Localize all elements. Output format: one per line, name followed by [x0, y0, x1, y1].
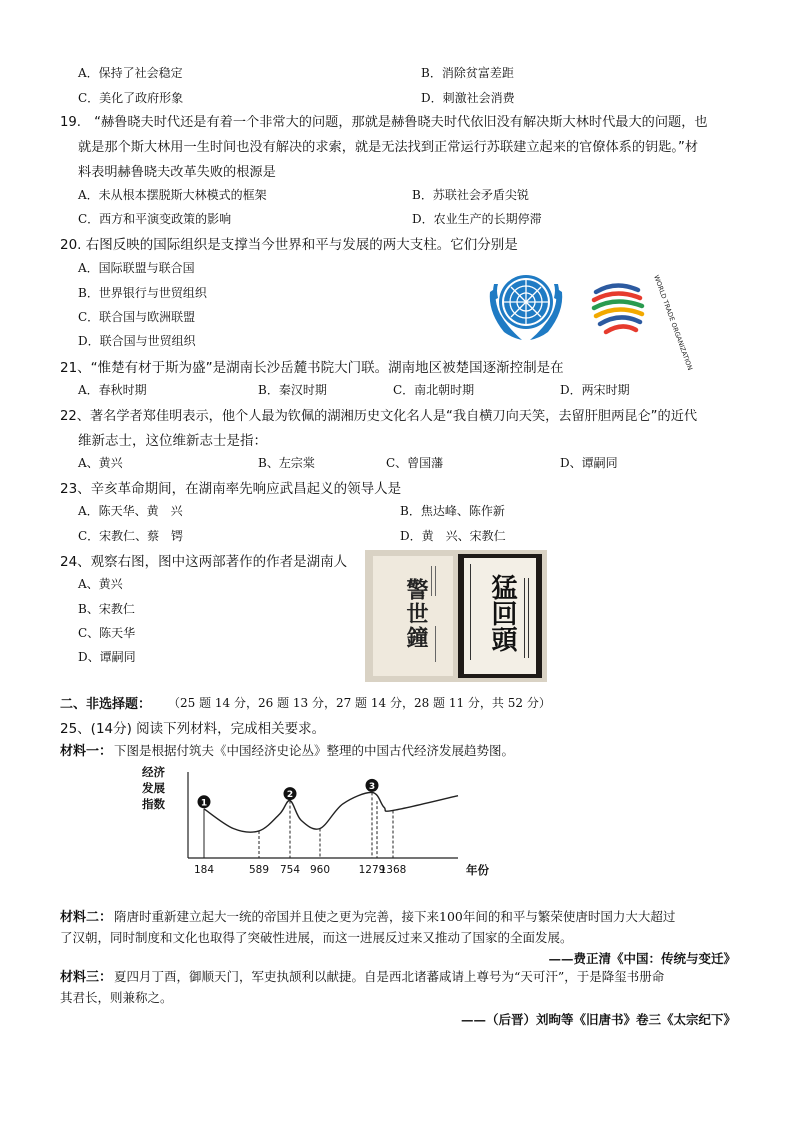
book1-title: 警世鐘 — [403, 578, 429, 650]
q24-option-c: C、陈天华 — [78, 626, 136, 640]
chart-ylabel-line2: 发展 — [142, 781, 165, 795]
q19-stem-line1: 19. “赫鲁晓夫时代还是有着一个非常大的问题，那就是赫鲁晓夫时代依旧没有解决斯大林时代最大的问题，也 — [60, 115, 708, 130]
q25-stem: 25、(14分) 阅读下列材料，完成相关要求。 — [60, 721, 326, 737]
chart-tick-754: 754 — [279, 864, 301, 876]
q23-stem: 23、辛亥革命期间，在湖南率先响应武昌起义的领导人是 — [60, 481, 402, 497]
material3-line2: 其君长，则兼称之。 — [60, 990, 173, 1005]
q18-option-b: B．消除贫富差距 — [421, 66, 514, 80]
q18-option-c: C．美化了政府形象 — [78, 91, 184, 105]
chart-ylabel-line3: 指数 — [142, 797, 165, 811]
material2-source: ——费正清《中国：传统与变迁》 — [548, 951, 736, 966]
chart-tick-1368: 1368 — [379, 864, 407, 876]
q24-stem: 24、观察右图，图中这两部著作的作者是湖南人 — [60, 554, 348, 570]
q18-option-d: D．刺激社会消费 — [421, 91, 515, 105]
q20-option-d: D．联合国与世贸组织 — [78, 334, 196, 348]
q19-option-d: D．农业生产的长期停滞 — [412, 212, 542, 226]
section2-title: 二、非选择题： — [60, 697, 152, 712]
q22-option-c: C、曾国藩 — [386, 456, 444, 470]
q19-option-a: A．未从根本摆脱斯大林模式的框架 — [78, 188, 267, 202]
chart-tick-960: 960 — [309, 864, 331, 876]
q21-stem: 21、“惟楚有材于斯为盛”是湖南长沙岳麓书院大门联。湖南地区被楚国逐渐控制是在 — [60, 360, 564, 376]
chart-tick-184: 184 — [193, 864, 215, 876]
book2-cover — [458, 554, 542, 678]
q22-option-a: A、黄兴 — [78, 456, 123, 470]
book2-title: 猛回頭 — [487, 574, 517, 652]
book1-cover — [373, 556, 453, 676]
q21-option-c: C．南北朝时期 — [393, 383, 475, 397]
section2-note: （25 题 14 分，26 题 13 分，27 题 14 分，28 题 11 分，共 52 分） — [168, 696, 551, 710]
q21-option-b: B．秦汉时期 — [258, 383, 327, 397]
q20-option-b: B．世界银行与世贸组织 — [78, 286, 207, 300]
q24-option-a: A、黄兴 — [78, 577, 123, 591]
q21-option-d: D．两宋时期 — [560, 383, 630, 397]
material3-source: ——（后晋）刘昫等《旧唐书》卷三《太宗纪下》 — [460, 1012, 736, 1027]
chart-marker-label-2: 2 — [286, 790, 294, 801]
material2-label: 材料二： — [60, 910, 113, 925]
q20-option-a: A．国际联盟与联合国 — [78, 261, 195, 275]
q24-option-b: B、宋教仁 — [78, 602, 135, 616]
q21-option-a: A．春秋时期 — [78, 383, 147, 397]
chart-series-line — [204, 792, 458, 832]
wto-logo-icon — [582, 262, 695, 372]
material1-text: 下图是根据付筑夫《中国经济史论丛》整理的中国古代经济发展趋势图。 — [114, 743, 515, 758]
economic-trend-chart — [128, 762, 508, 886]
q24-option-d: D、谭嗣同 — [78, 650, 136, 664]
chart-marker-label-3: 3 — [368, 781, 376, 792]
material3-label: 材料三： — [60, 970, 113, 985]
material2-line2: 了汉朝，同时制度和文化也取得了突破性进展，而这一进展反过来又推动了国家的全面发展。 — [60, 930, 573, 945]
q23-option-b: B．焦达峰、陈作新 — [400, 504, 505, 518]
material3-line1: 夏四月丁酉，御顺天门，军吏执颉利以献捷。自是西北诸蕃咸请上尊号为“天可汗”，于是降玺书册命 — [114, 969, 665, 984]
chart-marker-label-1: 1 — [200, 798, 208, 809]
q19-stem-line3: 料表明赫鲁晓夫改革失败的根源是 — [78, 165, 276, 180]
q22-option-b: B、左宗棠 — [258, 456, 315, 470]
q22-stem-line2: 维新志士，这位维新志士是指： — [78, 433, 267, 449]
book-covers-photo — [365, 550, 547, 682]
q19-stem-line2: 就是那个斯大林用一生时间也没有解决的求索，就是无法找到正常运行苏联建立起来的官僚体系的钥匙。”材 — [78, 140, 699, 155]
chart-ylabel-line1: 经济 — [142, 765, 165, 779]
q23-option-c: C．宋教仁、蔡 锷 — [78, 529, 184, 543]
chart-xlabel: 年份 — [466, 863, 489, 877]
chart-tick-1279: 1279 — [358, 864, 386, 876]
chart-tick-589: 589 — [248, 864, 270, 876]
wto-logo-text: WORLD TRADE ORGANIZATION — [652, 273, 695, 372]
q22-stem-line1: 22、著名学者郑佳明表示，他个人最为钦佩的湖湘历史文化名人是“我自横刀向天笑，去留肝胆两昆仑”的近代 — [60, 409, 698, 424]
q23-option-d: D．黄 兴、宋教仁 — [400, 529, 506, 543]
q19-option-c: C．西方和平演变政策的影响 — [78, 212, 232, 226]
q19-option-b: B．苏联社会矛盾尖锐 — [412, 188, 529, 202]
material2-line1: 隋唐时重新建立起大一统的帝国并且使之更为完善，接下来100年间的和平与繁荣使唐时国力大大超过 — [114, 909, 676, 924]
un-emblem-icon — [482, 262, 570, 346]
q22-option-d: D、谭嗣同 — [560, 456, 618, 470]
q20-option-c: C．联合国与欧洲联盟 — [78, 310, 196, 324]
material1-label: 材料一： — [60, 744, 113, 759]
q23-option-a: A．陈天华、黄 兴 — [78, 504, 183, 518]
q20-stem: 20. 右图反映的国际组织是支撑当今世界和平与发展的两大支柱。它们分别是 — [60, 237, 518, 253]
q18-option-a: A．保持了社会稳定 — [78, 66, 183, 80]
